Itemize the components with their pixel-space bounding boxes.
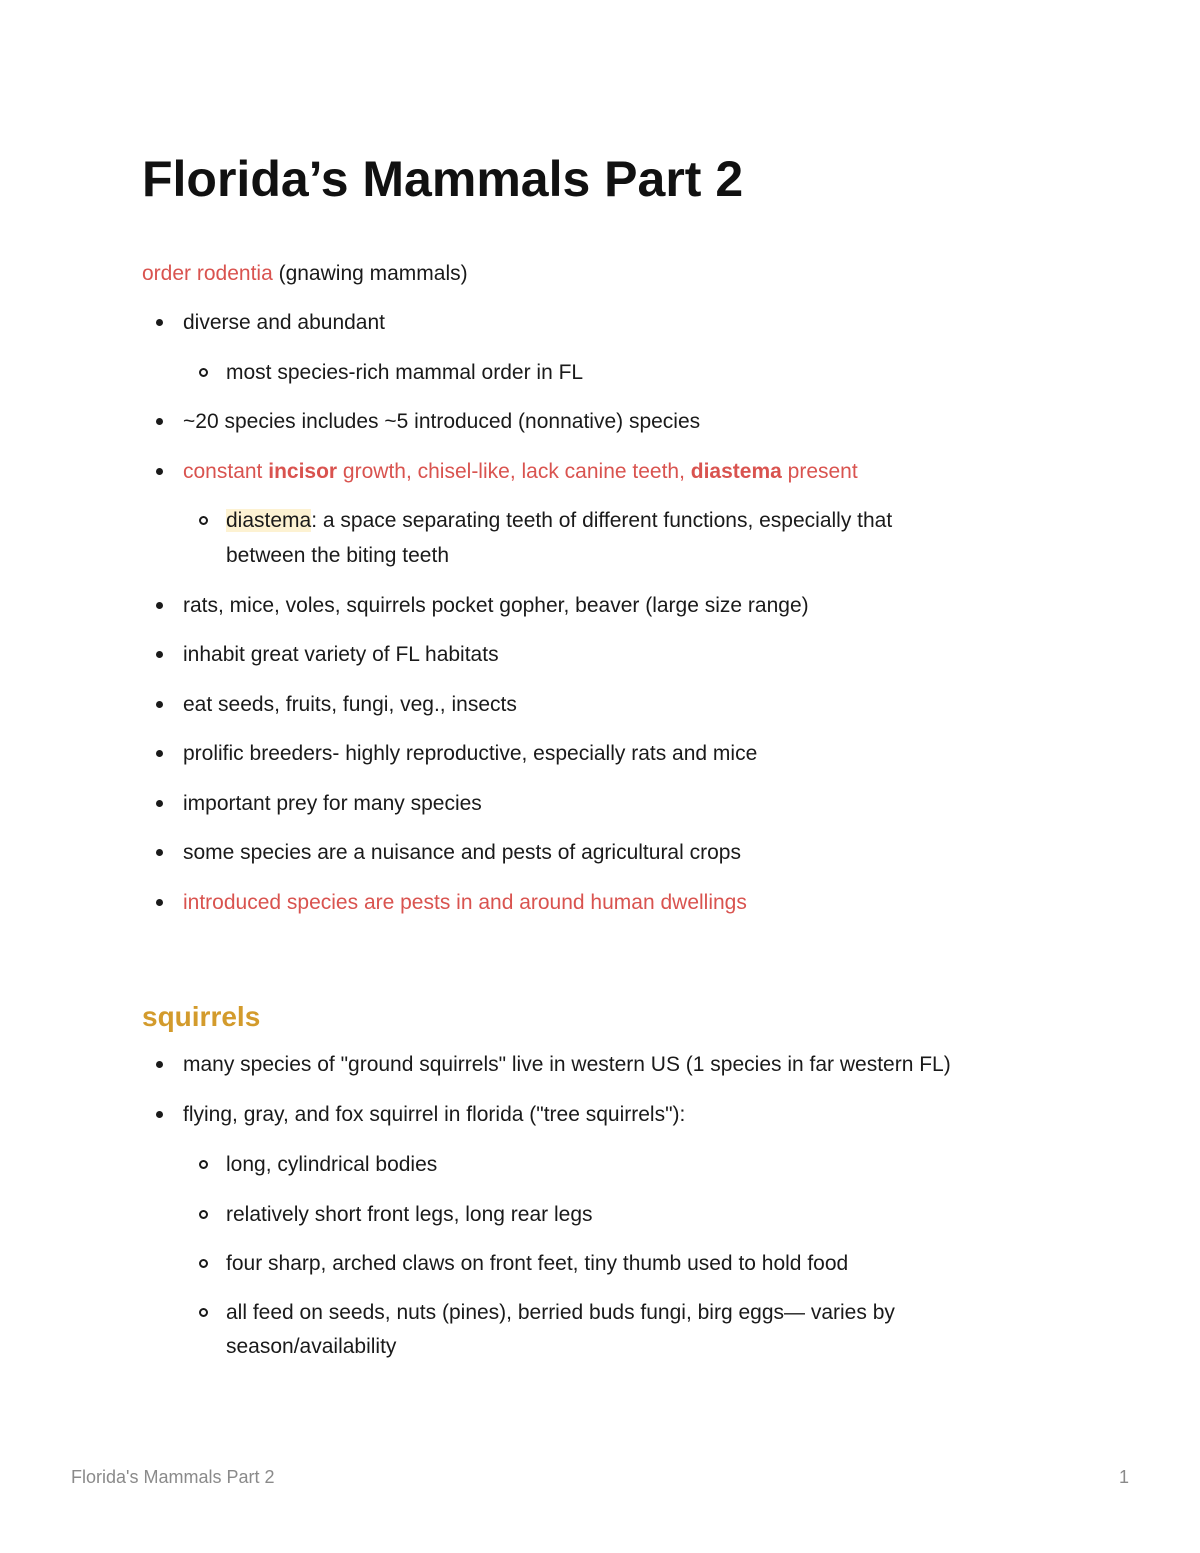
list-item: ~20 species includes ~5 introduced (nonnative) species <box>183 404 700 439</box>
list-item: some species are a nuisance and pests of agricultural crops <box>183 835 741 870</box>
diastema-term: diastema <box>690 460 782 483</box>
list-item: inhabit great variety of FL habitats <box>183 637 499 672</box>
incisor-term: incisor <box>268 460 338 483</box>
diastema-highlight: diastema <box>226 509 312 532</box>
footer-title: Florida's Mammals Part 2 <box>71 1467 275 1487</box>
sub-list-item-diastema-definition <box>226 503 892 538</box>
sub-list-item: four sharp, arched claws on front feet, tiny thumb used to hold food <box>226 1246 848 1281</box>
order-rodentia-desc: (gnawing mammals) <box>272 262 468 285</box>
list-item: many species of "ground squirrels" live in western US (1 species in far western FL) <box>183 1047 951 1082</box>
sub-list-item: relatively short front legs, long rear legs <box>226 1197 593 1232</box>
list-item: important prey for many species <box>183 786 482 821</box>
trait-text: constant <box>183 460 269 483</box>
trait-text: present <box>781 460 858 483</box>
definition-continuation: between the biting teeth <box>226 544 450 567</box>
list-item: prolific breeders- highly reproductive, especially rats and mice <box>183 736 757 771</box>
sub-list-item: all feed on seeds, nuts (pines), berried buds fungi, birg eggs— varies by <box>226 1295 895 1330</box>
order-rodentia-label: order rodentia <box>142 262 273 285</box>
list-item: flying, gray, and fox squirrel in florida ("tree squirrels"): <box>183 1097 685 1132</box>
definition-text: : a space separating teeth of different functions, especially that <box>311 509 893 532</box>
sub-list-item-continuation: season/availability <box>226 1335 397 1358</box>
sub-list-item: most species-rich mammal order in FL <box>226 355 583 390</box>
page-title: Florida’s Mammals Part 2 <box>142 151 744 207</box>
trait-text: growth, chisel-like, lack canine teeth, <box>337 460 691 483</box>
rodentia-intro <box>142 256 468 291</box>
section-heading-squirrels: squirrels <box>142 1001 261 1032</box>
list-item: eat seeds, fruits, fungi, veg., insects <box>183 687 517 722</box>
list-item: diverse and abundant <box>183 305 385 340</box>
page-number: 1 <box>1118 1467 1129 1487</box>
list-item: rats, mice, voles, squirrels pocket gopher, beaver (large size range) <box>183 588 809 623</box>
sub-list-item: long, cylindrical bodies <box>226 1147 437 1182</box>
list-item-introduced-pests: introduced species are pests in and around human dwellings <box>183 885 747 920</box>
list-item-key-traits <box>183 454 858 489</box>
